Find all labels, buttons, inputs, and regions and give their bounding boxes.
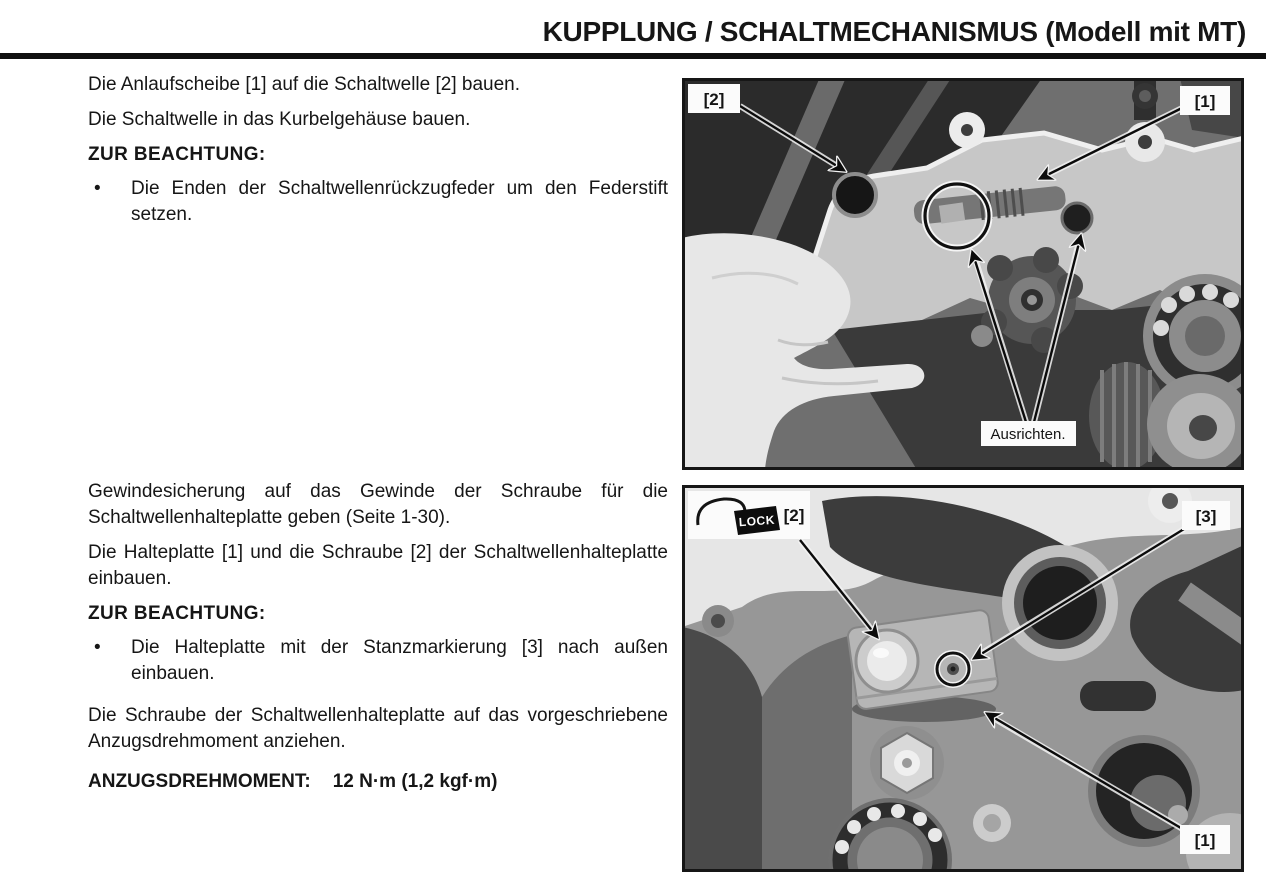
bullet-marker: • (94, 178, 101, 199)
svg-text:[2]: [2] (703, 90, 725, 109)
svg-text:[3]: [3] (1195, 507, 1217, 526)
photo-holding-plate-image (682, 485, 1244, 872)
svg-text:LOCK: LOCK (738, 512, 776, 530)
photo-shift-spindle (682, 78, 1244, 470)
paragraph: Die Schraube der Schaltwellenhalteplatte auf das vorgeschriebene Anzugsdrehmoment anziehen. (88, 705, 668, 752)
paragraph: Gewindesicherung auf das Gewinde der Schraube für die Schaltwellenhalteplatte geben (Seite 1-30). (88, 481, 668, 528)
svg-text:Ausrichten.: Ausrichten. (990, 426, 1066, 443)
bullet-item (88, 176, 668, 228)
align-label (981, 421, 1076, 446)
callout-label-1 (1180, 86, 1230, 115)
photo-holding-plate (682, 485, 1244, 872)
paragraph: Die Anlaufscheibe [1] auf die Schaltwelle [2] bauen. (88, 74, 521, 95)
bullet-marker: • (94, 637, 101, 658)
threadlock-badge (688, 491, 810, 539)
instruction-section-2 (88, 479, 668, 795)
torque-label: ANZUGSDREHMOMENT: (88, 771, 311, 792)
engine-scene (682, 78, 1244, 470)
svg-text:[1]: [1] (1194, 92, 1216, 111)
torque-spec (88, 769, 668, 795)
torque-value: 12 N·m (1,2 kgf·m) (332, 771, 498, 792)
callout-label-1 (1180, 825, 1230, 854)
header-rule (0, 53, 1266, 59)
paragraph: Die Schaltwelle in das Kurbelgehäuse bauen. (88, 109, 471, 130)
svg-text:[2]: [2] (783, 506, 805, 525)
bullet-item (88, 635, 668, 687)
callout-label-3 (1182, 501, 1230, 530)
note-heading: ZUR BEACHTUNG: (88, 603, 266, 624)
callout-label-2 (688, 84, 740, 113)
bullet-text: Die Enden der Schaltwellenrückzugfeder um den Federstift setzen. (131, 178, 668, 225)
page-title: KUPPLUNG / SCHALTMECHANISMUS (Modell mit MT) (542, 16, 1246, 47)
paragraph: Die Halteplatte [1] und die Schraube [2] der Schaltwellenhalteplatte einbauen. (88, 542, 668, 589)
instruction-section-1 (88, 72, 668, 244)
photo-shift-spindle-image (682, 78, 1244, 470)
note-heading: ZUR BEACHTUNG: (88, 144, 266, 165)
svg-text:[1]: [1] (1194, 831, 1216, 850)
bullet-text: Die Halteplatte mit der Stanzmarkierung [3] nach außen einbauen. (131, 637, 668, 684)
